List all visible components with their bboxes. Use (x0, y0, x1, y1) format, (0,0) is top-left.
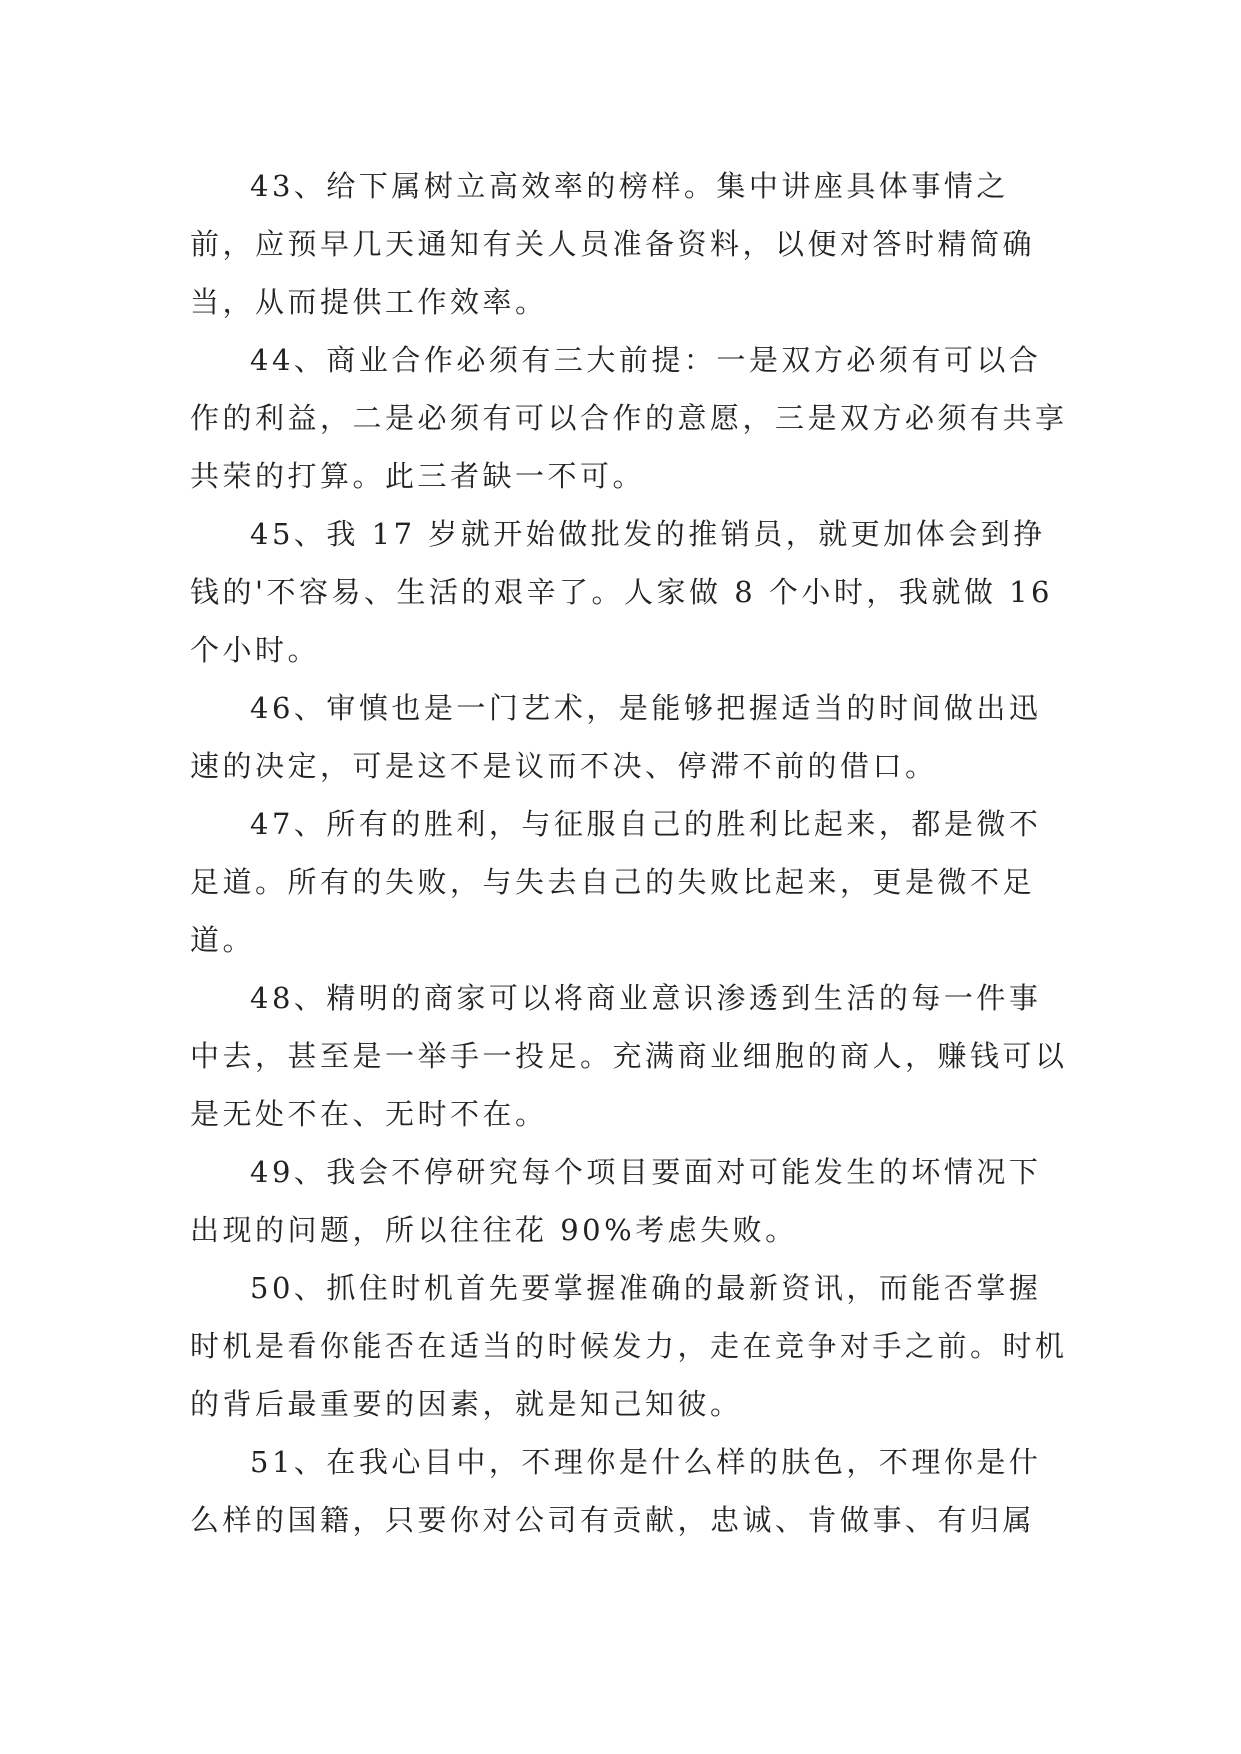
paragraph-50: 50、抓住时机首先要掌握准确的最新资讯，而能否掌握时机是看你能否在适当的时候发力，走在竞争对手之前。时机的背后最重要的因素，就是知己知彼。 (190, 1271, 1068, 1421)
document-page (190, 157, 1070, 1549)
paragraph-46: 46、审慎也是一门艺术，是能够把握适当的时间做出迅速的决定，可是这不是议而不决、停滞不前的借口。 (190, 691, 1042, 783)
paragraph-48: 48、精明的商家可以将商业意识渗透到生活的每一件事中去，甚至是一举手一投足。充满商业细胞的商人，赚钱可以是无处不在、无时不在。 (190, 981, 1068, 1131)
paragraph-49: 49、我会不停研究每个项目要面对可能发生的坏情况下出现的问题，所以往往花 90%考虑失败。 (190, 1155, 1042, 1247)
paragraph-45: 45、我 17 岁就开始做批发的推销员，就更加体会到挣钱的'不容易、生活的艰辛了。人家做 8 个小时，我就做 16 个小时。 (190, 517, 1053, 667)
paragraph-44: 44、商业合作必须有三大前提：一是双方必须有可以合作的利益，二是必须有可以合作的意愿，三是双方必须有共享共荣的打算。此三者缺一不可。 (190, 343, 1068, 493)
paragraph-51: 51、在我心目中，不理你是什么样的肤色，不理你是什么样的国籍，只要你对公司有贡献，忠诚、肯做事、有归属 (190, 1445, 1042, 1537)
paragraph-47: 47、所有的胜利，与征服自己的胜利比起来，都是微不足道。所有的失败，与失去自己的失败比起来，更是微不足道。 (190, 807, 1042, 957)
paragraph-43: 43、给下属树立高效率的榜样。集中讲座具体事情之前，应预早几天通知有关人员准备资料，以便对答时精简确当，从而提供工作效率。 (190, 169, 1036, 319)
